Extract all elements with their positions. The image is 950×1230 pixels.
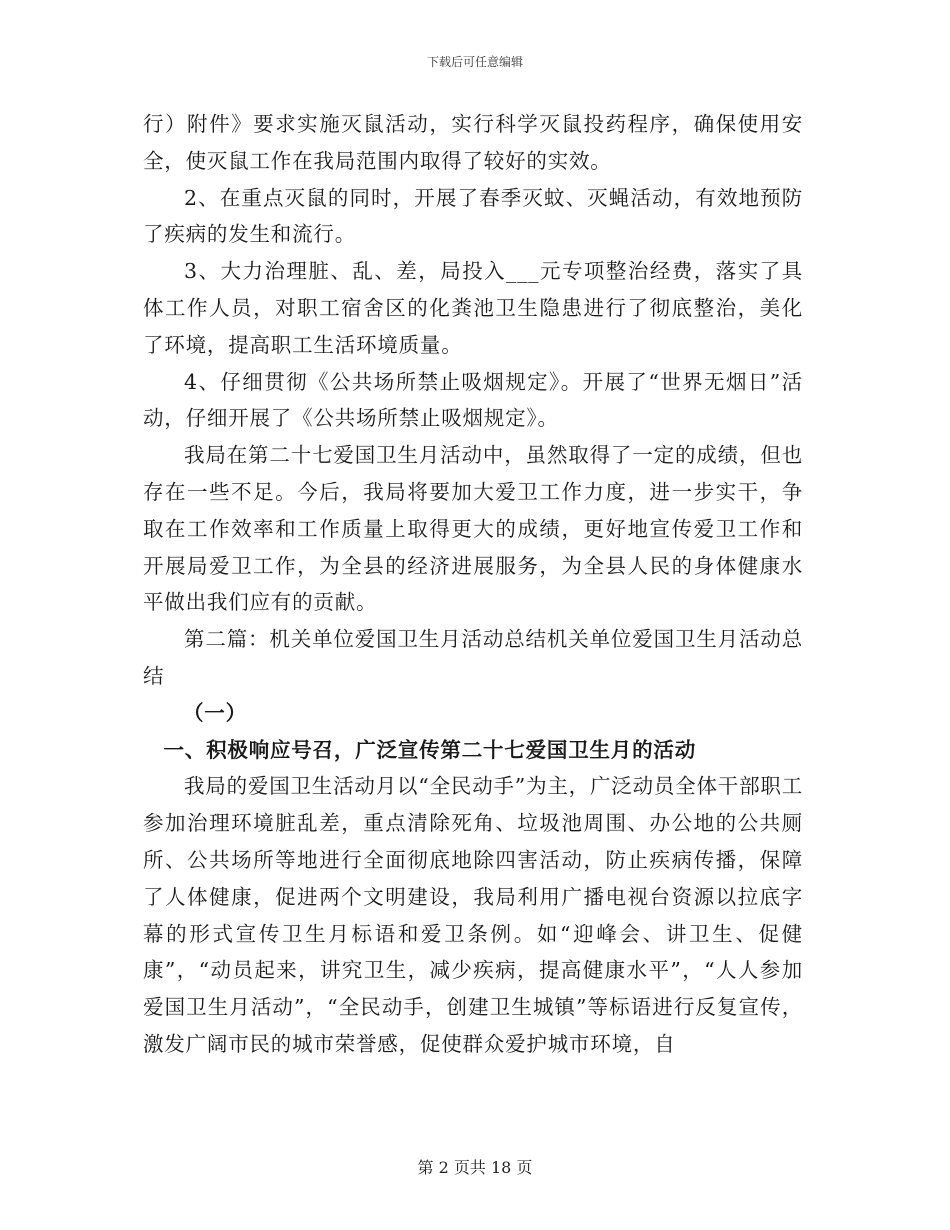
chapter-title: 第二篇：机关单位爱国卫生月活动总结机关单位爱国卫生月活动总结	[143, 627, 803, 688]
paragraph-item-2: 2、在重点灭鼠的同时，开展了春季灭蚊、灭蝇活动，有效地预防了疾病的发生和流行。	[143, 185, 803, 247]
paragraph-section-body: 我局的爱国卫生活动月以“全民动手”为主，广泛动员全体干部职工参加治理环境脏乱差，重点清除死角、垃圾池周围、办公地的公共厕所、公共场所等地进行全面彻底地除四害活动，防止疾病传播，保障了人体健康，促进两个文明建设，我局利用广播电视台资源以拉底字幕的形式宣传卫生月标语和爱卫条例。如“迎峰会、讲卫生、促健康”，“动员起来，讲究卫生，减少疾病，提高健康水平”，“人人参加爱国卫生月活动”，“全民动手，创建卫生城镇”等标语进行反复宣传，激发广阔市民的城市荣誉感，促使群众爱护城市环境，自	[143, 774, 803, 1056]
paragraph-summary: 我局在第二十七爱国卫生月活动中，虽然取得了一定的成绩，但也存在一些不足。今后，我局将要加大爱卫工作力度，进一步实干，争取在工作效率和工作质量上取得更大的成绩，更好地宣传爱卫工作和开展局爱卫工作，为全县的经济进展服务，为全县人民的身体健康水平做出我们应有的贡献。	[143, 443, 803, 615]
page-header: 下载后可任意编辑	[426, 55, 523, 69]
document-body	[143, 106, 803, 1063]
paragraph-item-4: 4、仔细贯彻《公共场所禁止吸烟规定》。开展了“世界无烟日”活动，仔细开展了《公共场所禁止吸烟规定》。	[143, 369, 803, 431]
section-number: （一）	[183, 700, 247, 725]
section-heading: 一、积极响应号召，广泛宣传第二十七爱国卫生月的活动	[163, 737, 696, 762]
page-footer: 第 2 页共 18 页	[417, 1158, 533, 1177]
paragraph-item-3: 3、大力治理脏、乱、差，局投入___元专项整治经费，落实了具体工作人员，对职工宿舍区的化粪池卫生隐患进行了彻底整治，美化了环境，提高职工生活环境质量。	[143, 259, 803, 357]
paragraph-continued: 行）附件》要求实施灭鼠活动，实行科学灭鼠投药程序，确保使用安全，使灭鼠工作在我局范围内取得了较好的实效。	[143, 112, 803, 173]
